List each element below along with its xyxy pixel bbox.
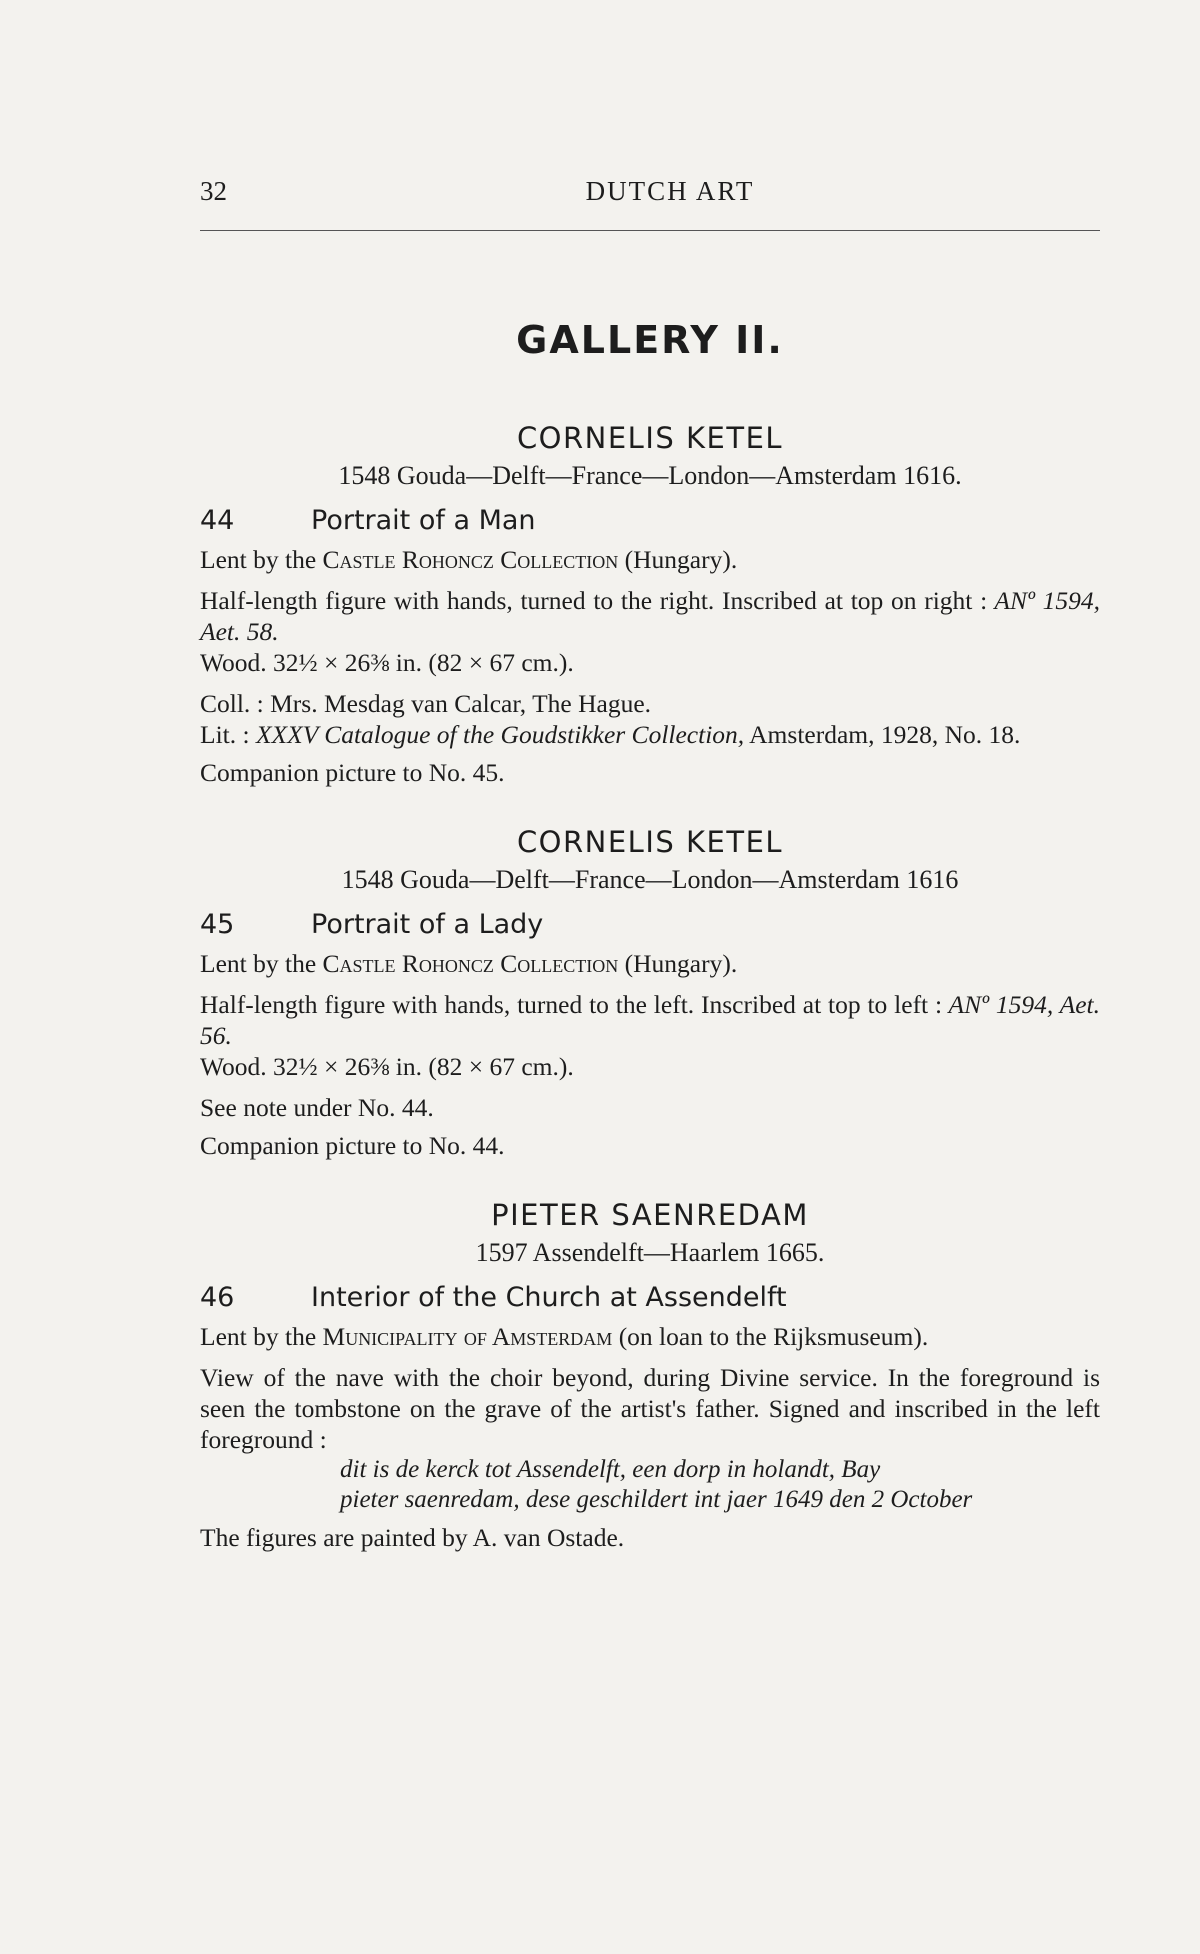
literature-title: XXXV Catalogue of the Goudstikker Collection, <box>249 720 745 749</box>
inscription-line: dit is de kerck tot Assendelft, een dorp in holandt, Bay <box>340 1456 881 1483</box>
catalogue-entry-46 <box>200 1195 1100 1553</box>
entry-number: 46 <box>200 1282 235 1313</box>
painting-title: Portrait of a Man <box>311 505 536 536</box>
lender-line: Lent by the Castle Rohoncz Collection (Hungary). <box>200 545 738 574</box>
dimensions: Wood. 32½ × 26⅜ in. (82 × 67 cm.). <box>200 648 574 677</box>
artist-name: CORNELIS KETEL <box>516 421 784 455</box>
page-number: 32 <box>200 176 227 206</box>
entry-title <box>200 498 1100 544</box>
lender-name: Castle Rohoncz Collection <box>322 949 619 978</box>
inscription: ANº 1594, Aet. 56. <box>200 990 1100 1050</box>
painting-title: Interior of the Church at Assendelft <box>311 1282 787 1313</box>
page-header <box>200 176 1100 216</box>
artist-name: PIETER SAENREDAM <box>491 1198 809 1232</box>
header-rule <box>200 230 1100 231</box>
catalogue-entry-45 <box>200 822 1100 1161</box>
description: Half-length figure with hands, turned to the right. Inscribed at top on right : ANº 1594, Aet. 58. <box>200 586 1101 646</box>
artist-lifespan: 1597 Assendelft—Haarlem 1665. <box>475 1238 825 1267</box>
running-head: DUTCH ART <box>585 176 755 206</box>
companion-note: Companion picture to No. 45. <box>200 758 505 787</box>
entry-title <box>200 1275 1100 1321</box>
inscription-line: pieter saenredam, dese geschildert int jaer 1649 den 2 October <box>340 1486 973 1513</box>
entry-number: 45 <box>200 909 235 940</box>
companion-note: Companion picture to No. 44. <box>200 1131 505 1160</box>
collection-history: Coll. : Mrs. Mesdag van Calcar, The Hague. <box>200 689 652 718</box>
description: View of the nave with the choir beyond, during Divine service. In the foreground is seen the tombstone on the grave of the artist's father. Signed and inscribed in the left foreground : <box>200 1363 1100 1454</box>
lender-line: Lent by the Castle Rohoncz Collection (Hungary). <box>200 949 738 978</box>
catalogue-entry-44 <box>200 418 1100 788</box>
catalogue-page <box>200 0 1100 1954</box>
entry-number: 44 <box>200 505 235 536</box>
artist-lifespan: 1548 Gouda—Delft—France—London—Amsterdam 1616. <box>338 461 962 490</box>
gallery-heading: GALLERY II. <box>516 318 784 362</box>
artist-lifespan: 1548 Gouda—Delft—France—London—Amsterdam 1616 <box>341 865 959 894</box>
figures-note: The figures are painted by A. van Ostade. <box>200 1523 625 1552</box>
dimensions: Wood. 32½ × 26⅜ in. (82 × 67 cm.). <box>200 1052 574 1081</box>
artist-name: CORNELIS KETEL <box>516 825 784 859</box>
lender-name: Castle Rohoncz Collection <box>322 545 619 574</box>
entry-title <box>200 902 1100 948</box>
description: Half-length figure with hands, turned to the left. Inscribed at top to left : ANº 1594, Aet. 56. <box>200 990 1100 1050</box>
painting-title: Portrait of a Lady <box>311 909 544 940</box>
see-note: See note under No. 44. <box>200 1093 434 1122</box>
lender-line: Lent by the Municipality of Amsterdam (on loan to the Rijksmuseum). <box>200 1322 929 1351</box>
literature: Lit. : XXXV Catalogue of the Goudstikker Collection, Amsterdam, 1928, No. 18. <box>200 720 1021 749</box>
inscription: ANº 1594, Aet. 58. <box>200 586 1101 646</box>
catalogue-entries <box>200 418 1100 1553</box>
lender-name: Municipality of Amsterdam <box>322 1322 613 1351</box>
